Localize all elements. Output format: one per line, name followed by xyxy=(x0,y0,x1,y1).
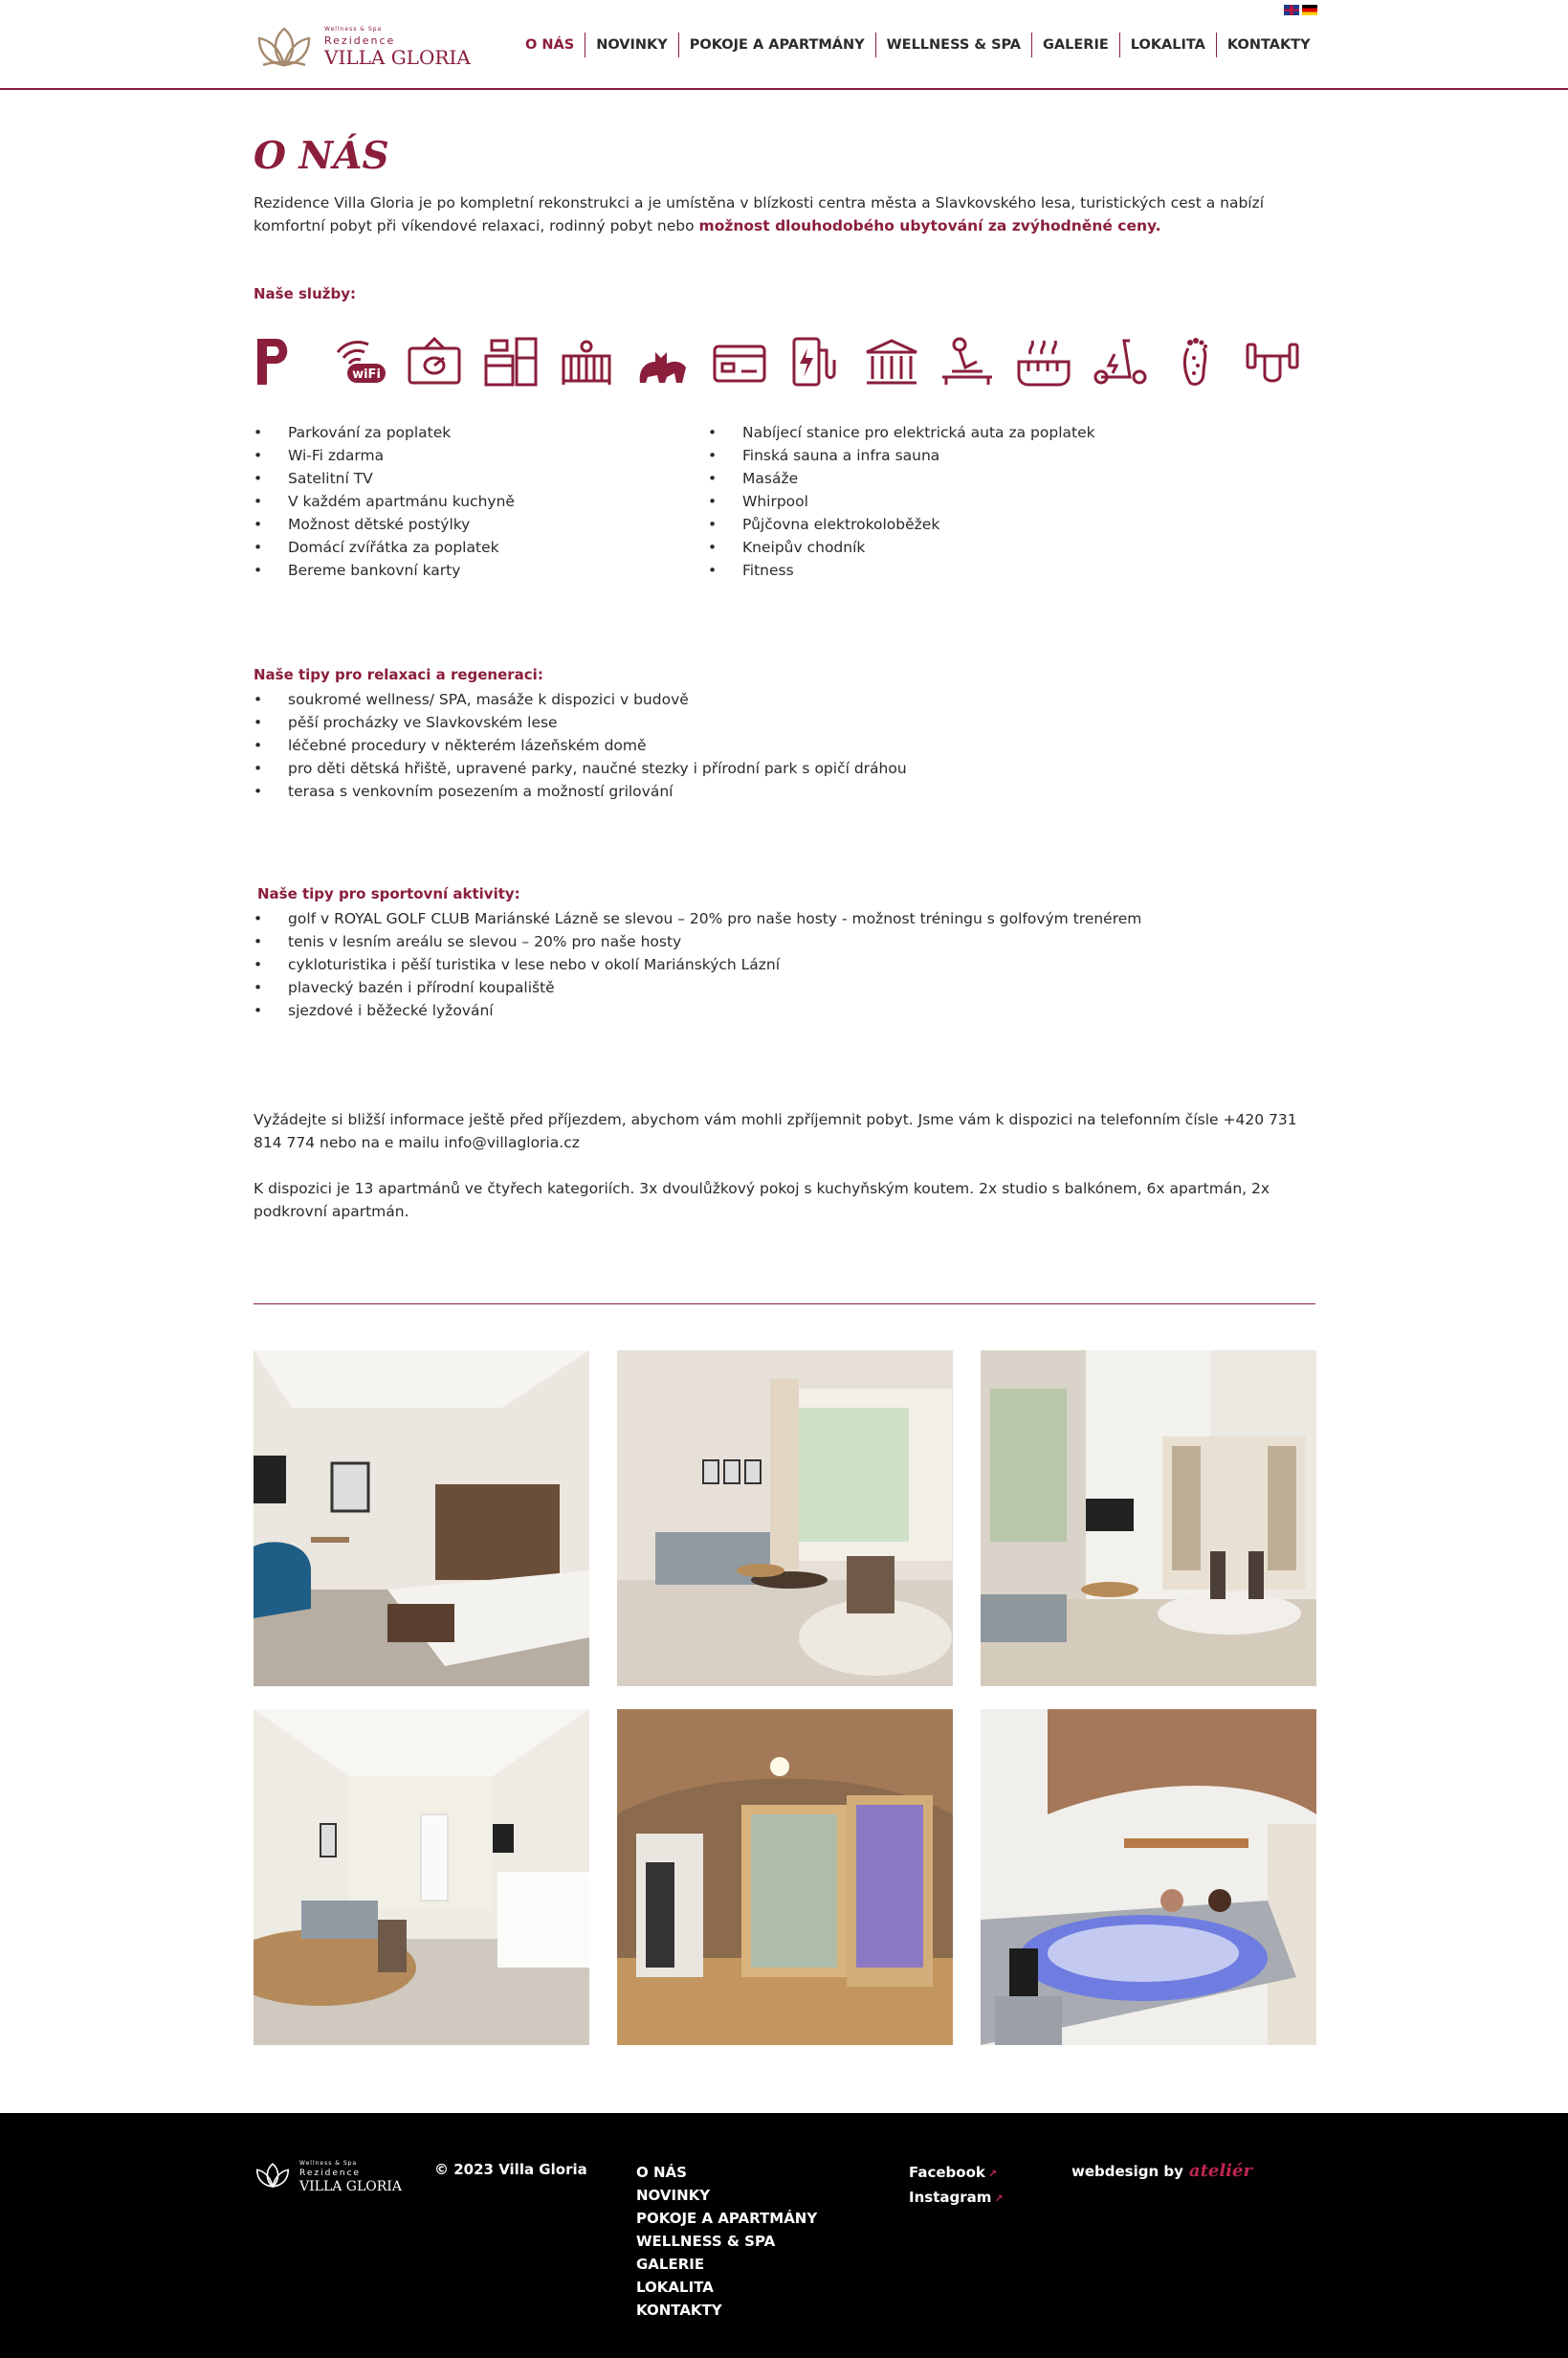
list-item: • Fitness xyxy=(708,559,1095,582)
dining-room-photo[interactable] xyxy=(981,1350,1316,1686)
footer-nav-o-nas[interactable]: O NÁS xyxy=(636,2164,687,2181)
sauna-icon xyxy=(863,335,920,389)
list-item: • cykloturistika i pěší turistika v lese nebo v okolí Mariánských Lázní xyxy=(254,953,1141,976)
instagram-link[interactable] xyxy=(909,2186,1004,2211)
living-room-photo[interactable] xyxy=(617,1350,953,1686)
logo-subtitle: Rezidence xyxy=(324,34,396,47)
bedroom-photo[interactable] xyxy=(254,1350,589,1686)
list-item: • Nabíjecí stanice pro elektrická auta za poplatek xyxy=(708,421,1095,444)
list-item: • sjezdové i běžecké lyžování xyxy=(254,999,1141,1022)
footer-nav-pokoje[interactable]: POKOJE A APARTMÁNY xyxy=(636,2210,818,2227)
list-item: • léčebné procedury v některém lázeňském domě xyxy=(254,734,907,757)
service-icons xyxy=(254,335,1301,389)
designer-signature: ateliér xyxy=(1188,2161,1252,2181)
list-item: • golf v ROYAL GOLF CLUB Mariánské Lázně se slevou – 20% pro naše hosty - možnost tréningu s golfovým trenérem xyxy=(254,907,1141,930)
lotus-logo-icon xyxy=(254,25,315,69)
list-item: • Půjčovna elektrokoloběžek xyxy=(708,513,1095,536)
list-item: • Kneipův chodník xyxy=(708,536,1095,559)
external-link-icon: ↗ xyxy=(994,2192,1004,2205)
parking-icon xyxy=(254,335,311,389)
photo-gallery xyxy=(254,1350,1316,2045)
list-item: • Domácí zvířátka za poplatek xyxy=(254,536,515,559)
webdesign-credit[interactable] xyxy=(1071,2161,1252,2181)
logo-name: VILLA GLORIA xyxy=(324,46,471,69)
pets-icon xyxy=(634,335,692,389)
list-item: • pěší procházky ve Slavkovském lese xyxy=(254,711,907,734)
whirlpool-photo[interactable] xyxy=(981,1709,1316,2045)
footer-logo-tagline: Wellness & Spa xyxy=(299,2160,358,2167)
services-list-right xyxy=(708,421,1095,582)
social-links xyxy=(909,2161,1004,2211)
nav-item-novinky[interactable]: NOVINKY xyxy=(585,33,678,57)
list-item: • V každém apartmánu kuchyně xyxy=(254,490,515,513)
contact-text: Vyžádejte si bližší informace ještě před příjezdem, abychom vám mohli zpříjemnit pobyt. Jsme vám k dispozici na telefonním čísle +420 731 814 774 nebo na e mailu info@villagloria.cz xyxy=(254,1111,1297,1151)
footer-nav-lokalita[interactable]: LOKALITA xyxy=(636,2279,714,2296)
list-item: • Bereme bankovní karty xyxy=(254,559,515,582)
instagram-label: Instagram xyxy=(909,2189,992,2206)
list-item: • Masáže xyxy=(708,467,1095,490)
page-title: O NÁS xyxy=(254,134,389,178)
footer-nav-kontakty[interactable]: KONTAKTY xyxy=(636,2302,722,2319)
whirlpool-icon xyxy=(1015,335,1072,389)
services-list-left xyxy=(254,421,515,582)
apartments-text: K dispozici je 13 apartmánů ve čtyřech kategoriích. 3x dvoulůžkový pokoj s kuchyňským koutem. 2x studio s balkónem, 6x apartmán, 2x podkrovní apartmán. xyxy=(254,1180,1270,1220)
crib-icon xyxy=(558,335,615,389)
flag-de-icon[interactable] xyxy=(1302,5,1317,15)
flag-en-icon[interactable] xyxy=(1284,5,1299,15)
footer-nav-galerie[interactable]: GALERIE xyxy=(636,2256,705,2273)
footer-nav-novinky[interactable]: NOVINKY xyxy=(636,2187,711,2204)
nav-item-lokalita[interactable]: LOKALITA xyxy=(1119,33,1216,57)
sauna-photo[interactable] xyxy=(617,1709,953,2045)
list-item: • soukromé wellness/ SPA, masáže k dispozici v budově xyxy=(254,688,907,711)
relax-list xyxy=(254,688,907,803)
list-item: • Možnost dětské postýlky xyxy=(254,513,515,536)
site-header xyxy=(0,0,1568,90)
services-title: Naše služby: xyxy=(254,285,356,302)
list-item: • Finská sauna a infra sauna xyxy=(708,444,1095,467)
nav-item-pokoje[interactable]: POKOJE A APARTMÁNY xyxy=(678,33,875,57)
nav-item-kontakty[interactable]: KONTAKTY xyxy=(1216,33,1321,57)
site-footer xyxy=(0,2113,1568,2358)
svg-text:wiFi: wiFi xyxy=(351,367,381,382)
footer-nav xyxy=(636,2161,817,2322)
kneipp-foot-icon xyxy=(1167,335,1225,389)
list-item: • Satelitní TV xyxy=(254,467,515,490)
facebook-link[interactable] xyxy=(909,2161,1004,2186)
main-nav xyxy=(515,33,1321,57)
massage-icon xyxy=(939,335,996,389)
footer-nav-wellness[interactable]: WELLNESS & SPA xyxy=(636,2233,776,2250)
copyright: © 2023 Villa Gloria xyxy=(434,2161,587,2178)
intro-highlight: možnost dlouhodobého ubytování za zvýhodněné ceny. xyxy=(698,217,1161,234)
intro-body: Rezidence Villa Gloria je po kompletní rekonstrukci a je umístěna v blízkosti centra města a Slavkovského lesa, turistických cest a nabízí komfortní pobyt při víkendové relaxaci, rodinný pobyt nebo xyxy=(254,194,1265,234)
site-logo[interactable] xyxy=(254,25,471,69)
facebook-label: Facebook xyxy=(909,2164,985,2181)
footer-logo-subtitle: Rezidence xyxy=(299,2169,362,2178)
list-item: • Parkování za poplatek xyxy=(254,421,515,444)
credit-card-icon xyxy=(711,335,768,389)
footer-logo-text xyxy=(299,2161,402,2193)
list-item: • plavecký bazén i přírodní koupaliště xyxy=(254,976,1141,999)
list-item: • Whirpool xyxy=(708,490,1095,513)
wifi-icon xyxy=(330,335,387,389)
footer-logo[interactable] xyxy=(254,2161,402,2193)
sport-title: Naše tipy pro sportovní aktivity: xyxy=(257,885,520,902)
list-item: • terasa s venkovním posezením a možností grilování xyxy=(254,780,907,803)
list-item: • Wi-Fi zdarma xyxy=(254,444,515,467)
footer-logo-name: VILLA GLORIA xyxy=(299,2179,402,2194)
intro-text xyxy=(254,191,1320,237)
list-item: • pro děti dětská hřiště, upravené parky, naučné stezky i přírodní park s opičí dráhou xyxy=(254,757,907,780)
logo-tagline: Wellness & Spa xyxy=(324,26,383,33)
ev-charging-icon xyxy=(786,335,844,389)
sport-list xyxy=(254,907,1141,1022)
logo-text xyxy=(324,27,471,67)
external-link-icon: ↗ xyxy=(987,2168,998,2180)
webdesign-label: webdesign by xyxy=(1071,2162,1183,2180)
lotus-logo-icon xyxy=(254,2161,292,2193)
fitness-icon xyxy=(1244,335,1301,389)
kitchen-icon xyxy=(482,335,540,389)
nav-item-o-nas[interactable]: O NÁS xyxy=(525,37,575,53)
language-switcher xyxy=(1284,5,1317,15)
list-item: • tenis v lesním areálu se slevou – 20% pro naše hosty xyxy=(254,930,1141,953)
e-scooter-icon xyxy=(1092,335,1149,389)
apartment-photo[interactable] xyxy=(254,1709,589,2045)
section-divider xyxy=(254,1303,1315,1304)
relax-title: Naše tipy pro relaxaci a regeneraci: xyxy=(254,666,543,683)
nav-item-wellness[interactable]: WELLNESS & SPA xyxy=(875,33,1031,57)
satellite-tv-icon xyxy=(406,335,463,389)
nav-item-galerie[interactable]: GALERIE xyxy=(1031,33,1119,57)
